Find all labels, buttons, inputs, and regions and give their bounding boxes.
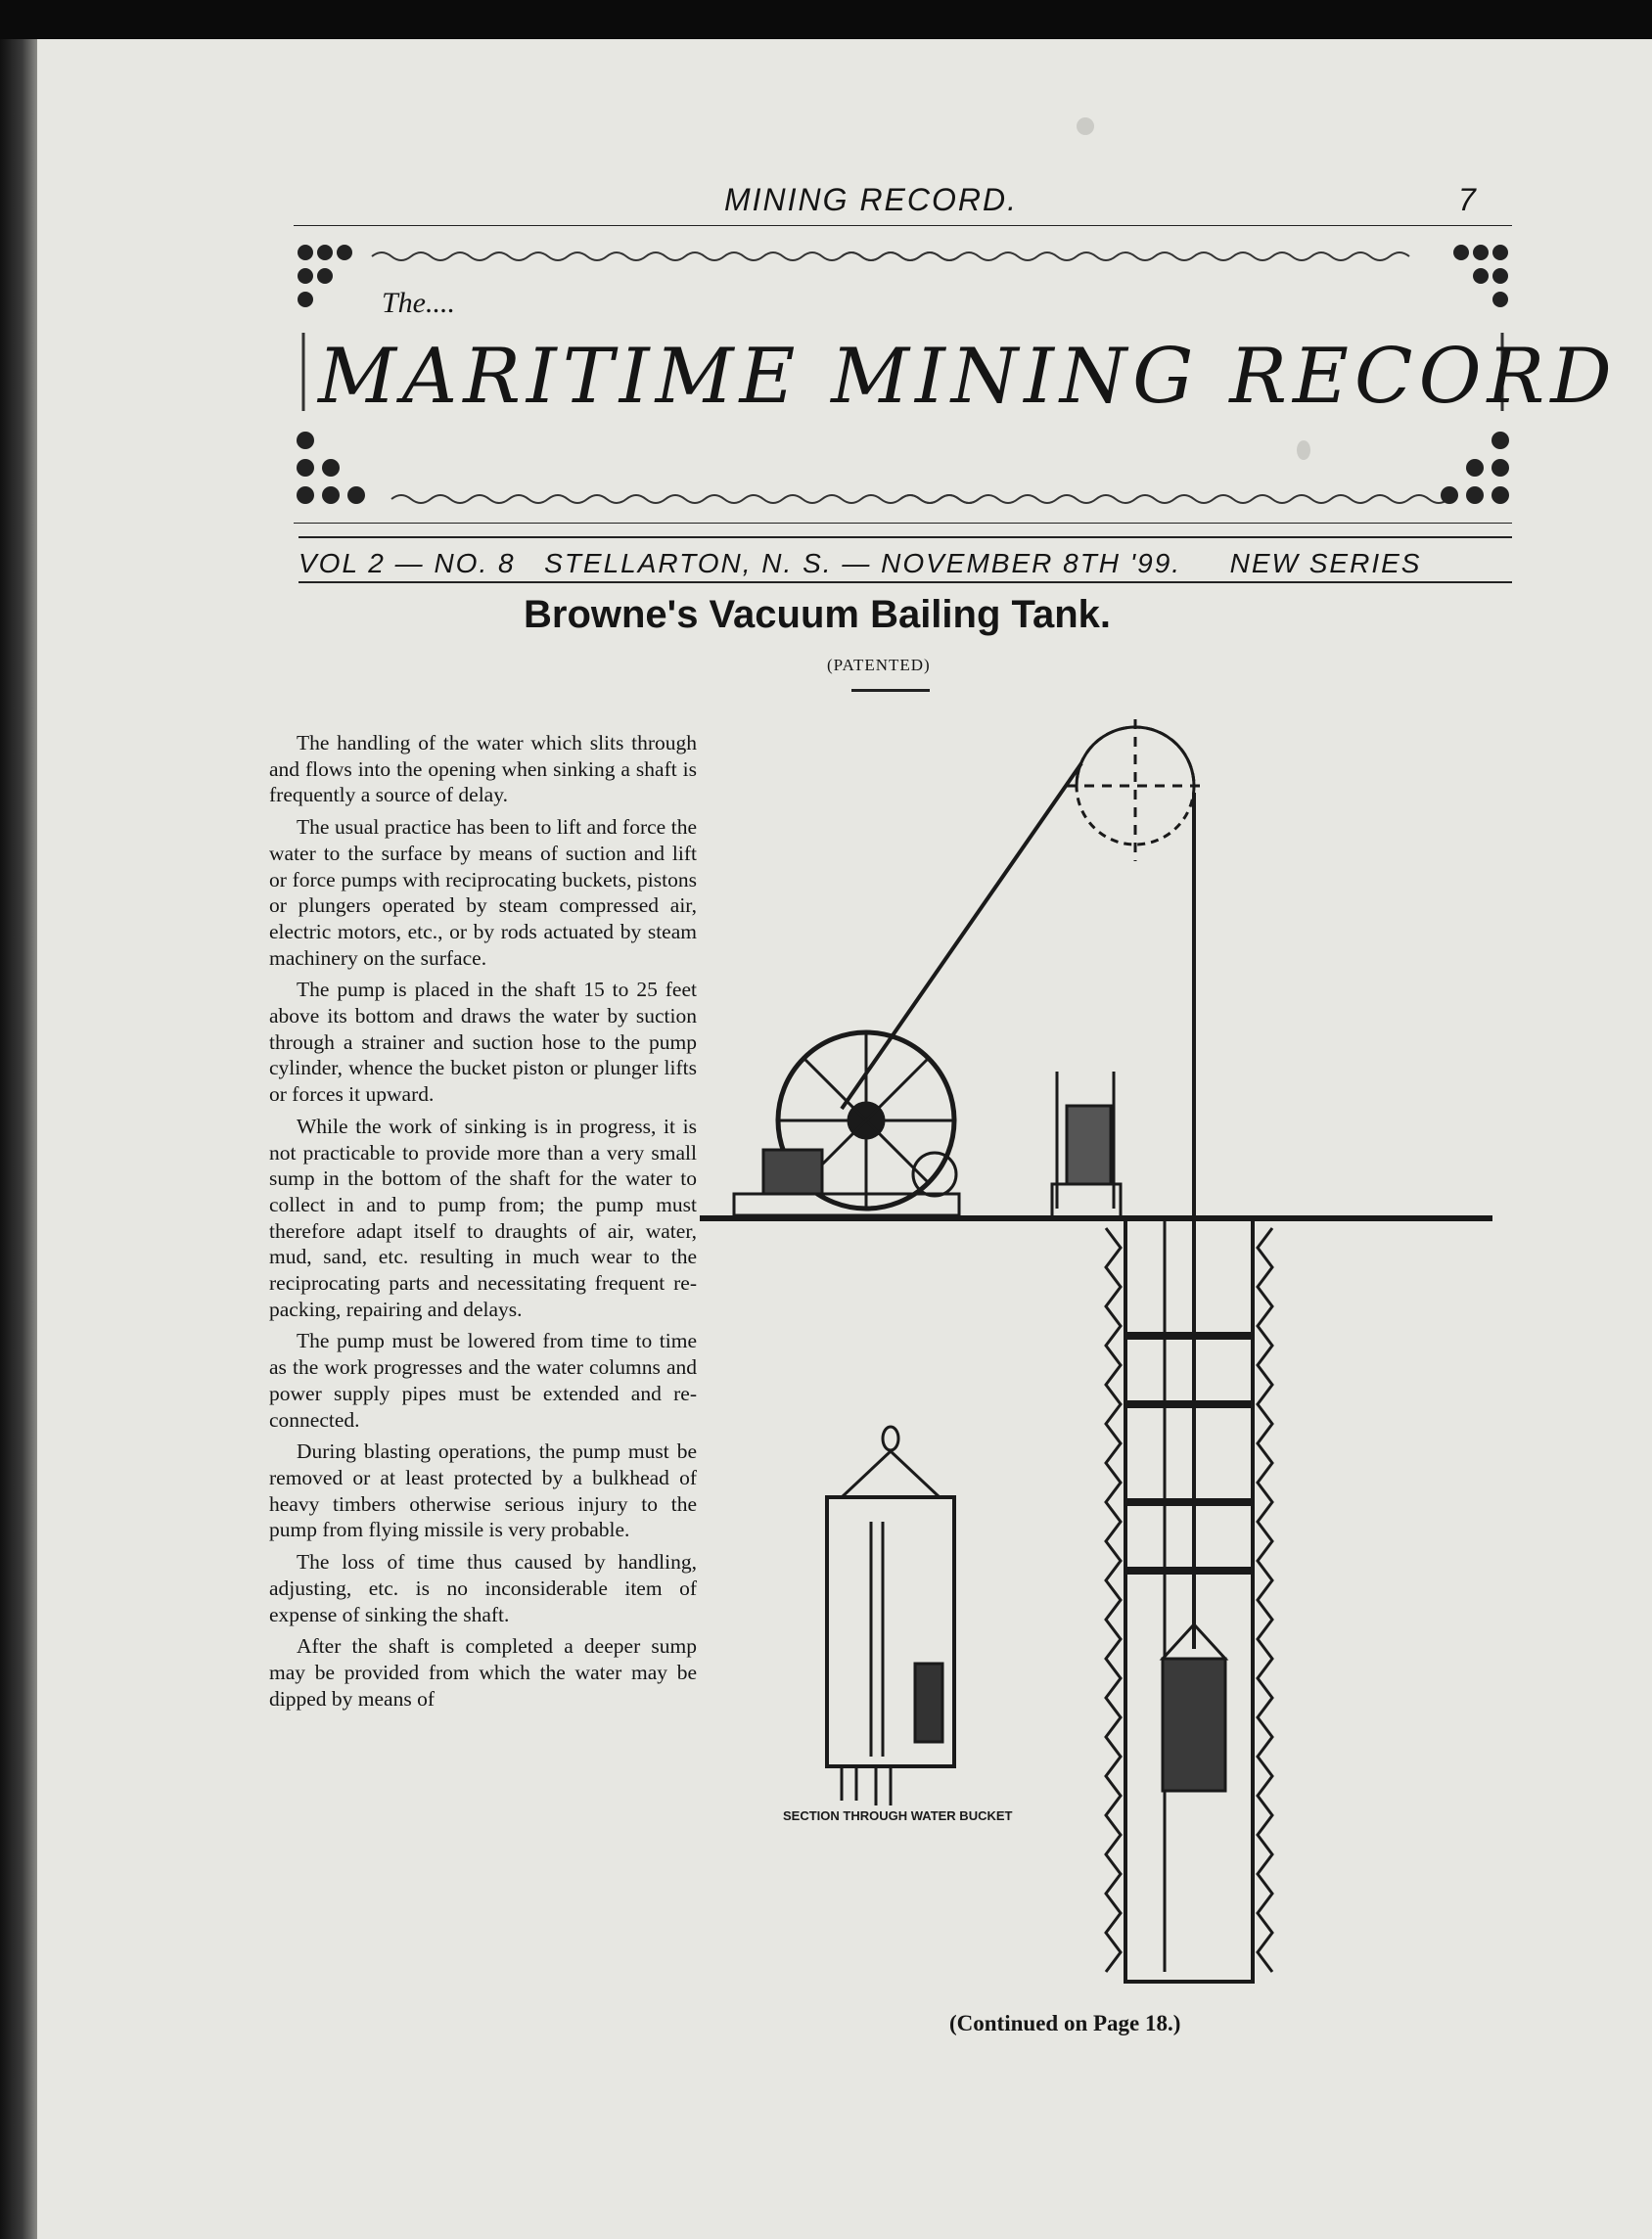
article-subtitle: (PATENTED) bbox=[827, 656, 931, 674]
article-paragraph: After the shaft is completed a deeper sump may be provided from which the water may be dipped by means of bbox=[269, 1634, 697, 1711]
article-paragraph: The loss of time thus caused by handling, adjusting, etc. is no inconsiderable item of expense of sinking the shaft. bbox=[269, 1550, 697, 1626]
page-number: 7 bbox=[1458, 182, 1476, 217]
continued-note: (Continued on Page 18.) bbox=[949, 2011, 1181, 2035]
masthead-title: MARITIME MINING RECORD bbox=[318, 333, 1618, 421]
issue-volume: VOL 2 bbox=[298, 548, 386, 578]
article-paragraph: While the work of sinking is in progress, it is not practicable to provide more than a very small sump in the bottom of the shaft for the water to collect in and to pump from; the pump must therefore adapt itself to draughts of air, water, mud, sand, etc. resulting in much wear to the reciprocating parts and necessitating frequent re-packing, repairing and delays. bbox=[269, 1114, 697, 1321]
article-title: Browne's Vacuum Bailing Tank. bbox=[524, 593, 1112, 636]
scan-blemish bbox=[1297, 440, 1310, 460]
article-paragraph: The pump must be lowered from time to time as the work progresses and the water columns and power supply pipes must be extended and re-connected. bbox=[269, 1329, 697, 1432]
masthead-prefix: The.... bbox=[382, 287, 455, 319]
bucket-section-caption: SECTION THROUGH WATER BUCKET bbox=[783, 1808, 1013, 1823]
scan-blemish bbox=[1077, 117, 1094, 135]
article-paragraph: The handling of the water which slits through and flows into the opening when sinking a shaft is frequently a source of delay. bbox=[269, 731, 697, 807]
issue-series: NEW SERIES bbox=[1229, 548, 1422, 578]
article-paragraph: During blasting operations, the pump must be removed or at least protected by a bulkhead of heavy timbers otherwise serious injury to the pump from flying missile is very probable. bbox=[269, 1439, 697, 1542]
scan-top-border bbox=[0, 0, 1652, 39]
issue-line-rule-bottom bbox=[298, 581, 1512, 583]
article-paragraph: The pump is placed in the shaft 15 to 25 feet above its bottom and draws the water by suction through a strainer and suction hose to the pump cylinder, whence the bucket piston or plunger lifts or forces it upward. bbox=[269, 978, 697, 1107]
issue-date: NOVEMBER 8TH '99. bbox=[881, 548, 1182, 578]
issue-place: STELLARTON, N. S. bbox=[544, 548, 833, 578]
scan-spine-shadow bbox=[0, 39, 37, 2239]
bailing-tank-illustration bbox=[695, 719, 1497, 2021]
article-paragraph: The usual practice has been to lift and force the water to the surface by means of suction and lift or force pumps with reciprocating buckets, pistons or plungers operated by steam compressed air, electric motors, etc., or by rods actuated by steam machinery on the surface. bbox=[269, 815, 697, 970]
running-title: MINING RECORD. bbox=[724, 182, 1018, 217]
issue-number: NO. 8 bbox=[434, 548, 516, 578]
issue-line: VOL 2 — NO. 8 STELLARTON, N. S. — NOVEMBER 8TH '99. NEW SERIES bbox=[298, 548, 1422, 578]
issue-line-rule-top bbox=[298, 536, 1512, 538]
subtitle-rule bbox=[851, 689, 930, 692]
article-body bbox=[269, 730, 697, 1717]
